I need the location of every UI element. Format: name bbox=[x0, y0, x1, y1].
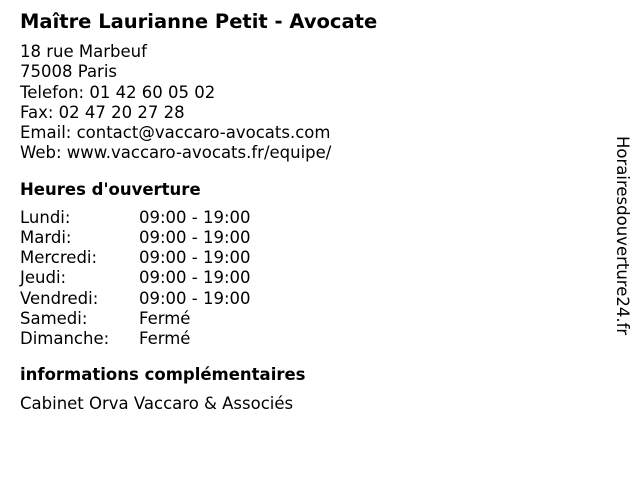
day-label: Jeudi: bbox=[20, 268, 67, 288]
hours-row-wednesday bbox=[20, 248, 600, 268]
hours-table bbox=[20, 208, 600, 349]
day-hours: Fermé bbox=[139, 308, 191, 328]
hours-row-thursday bbox=[20, 268, 600, 288]
site-watermark: Horairesdouverture24.fr bbox=[613, 136, 632, 336]
hours-row-sunday bbox=[20, 329, 600, 349]
hours-row-tuesday bbox=[20, 228, 600, 248]
day-hours: 09:00 - 19:00 bbox=[139, 248, 251, 268]
extra-info-text: Cabinet Orva Vaccaro & Associés bbox=[20, 394, 294, 414]
address-block bbox=[20, 42, 600, 164]
day-label: Dimanche: bbox=[20, 329, 110, 348]
city-line: 75008 Paris bbox=[20, 62, 118, 82]
email-line: Email: contact@vaccaro-avocats.com bbox=[20, 123, 331, 143]
day-label: Mardi: bbox=[20, 227, 72, 247]
page-title: Maître Laurianne Petit - Avocate bbox=[20, 10, 378, 33]
fax-line: Fax: 02 47 20 27 28 bbox=[20, 102, 185, 122]
hours-row-saturday bbox=[20, 309, 600, 329]
day-hours: 09:00 - 19:00 bbox=[139, 227, 251, 247]
day-hours: 09:00 - 19:00 bbox=[139, 207, 251, 227]
day-label: Samedi: bbox=[20, 308, 88, 328]
day-label: Vendredi: bbox=[20, 288, 99, 308]
extra-info-heading: informations complémentaires bbox=[20, 365, 306, 385]
hours-heading: Heures d'ouverture bbox=[20, 179, 201, 199]
web-line: Web: www.vaccaro-avocats.fr/equipe/ bbox=[20, 143, 332, 163]
day-hours: Fermé bbox=[139, 329, 191, 348]
hours-row-friday bbox=[20, 289, 600, 309]
phone-line: Telefon: 01 42 60 05 02 bbox=[20, 82, 216, 102]
hours-row-monday bbox=[20, 208, 600, 228]
day-label: Lundi: bbox=[20, 207, 71, 227]
info-card bbox=[20, 9, 600, 415]
day-hours: 09:00 - 19:00 bbox=[139, 268, 251, 288]
street-line: 18 rue Marbeuf bbox=[20, 42, 147, 61]
day-hours: 09:00 - 19:00 bbox=[139, 288, 251, 308]
day-label: Mercredi: bbox=[20, 248, 98, 268]
